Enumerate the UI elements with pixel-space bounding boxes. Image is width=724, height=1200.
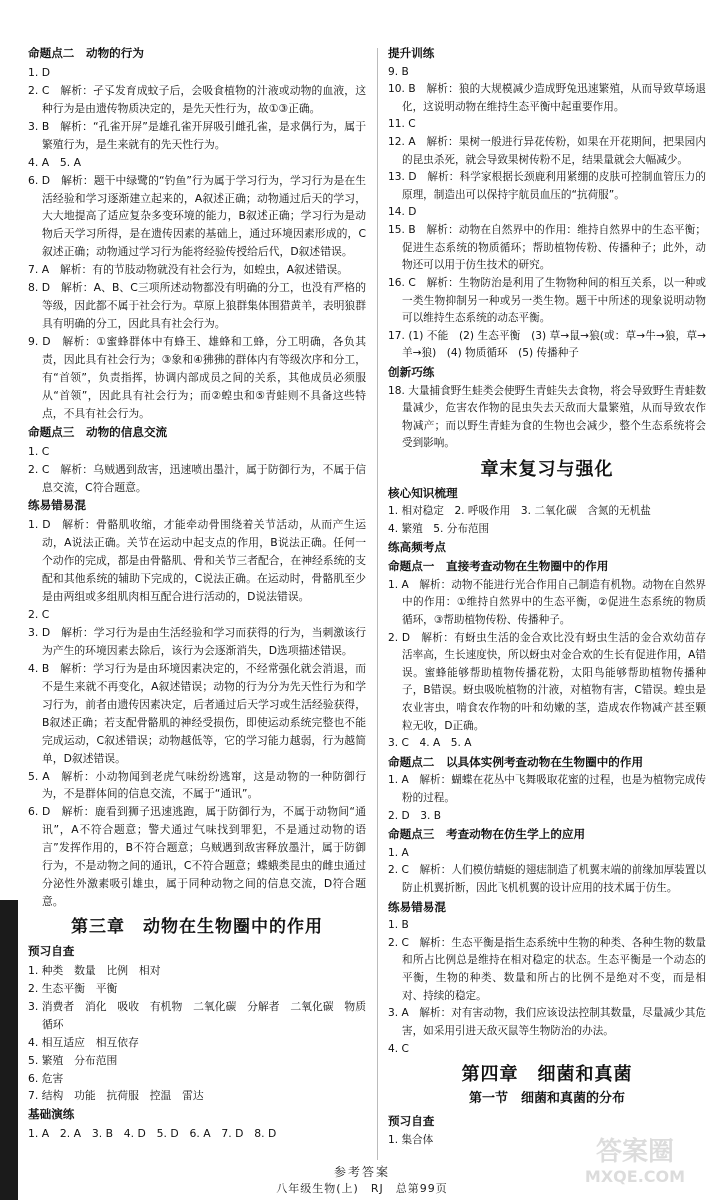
right-answer-item: 18. 大量捕食野生蛙类会使野生青蛙失去食物，将会导致野生青蛙数量减少，危害农作物的昆虫失去天敌而大量繁殖，从而导致农作物减产；而以野生青蛙为食的生物也会减少，整个生态系统将会受到影响。: [388, 384, 706, 450]
right-answer-item: 1. A 解析：动物不能进行光合作用自己制造有机物。动物在自然界中的作用：①维持自然界中的生态平衡，②促进生态系统的物质循环，③帮助植物传粉、传播种子。: [388, 578, 706, 626]
right-section-heading: 命题点二 以具体实例考查动物在生物圈中的作用: [388, 754, 644, 769]
left-answer-item: 4. B 解析：学习行为是由环境因素决定的，不经常强化就会消退，而不是生来就不再变化，A叙述错误；动物的行为分为先天性行为和学习行为，前者由遗传因素决定，后者通过后天学习或生活经验获得，B叙述正确；若支配骨骼肌的神经受损伤，即使运动系统完整也不能完成运动，C叙述错误；动物越低等，它的学习能力越弱，行为越简单，D叙述错误。: [28, 661, 366, 765]
left-chapter-title: 第三章 动物在生物圈中的作用: [71, 917, 323, 937]
left-answer-item: 2. 生态平衡 平衡: [28, 981, 118, 995]
left-answer-item: 3. B 解析：“孔雀开屏”是雄孔雀开屏吸引雌孔雀，是求偶行为，属于繁殖行为，是生来就有的先天性行为。: [28, 119, 366, 151]
right-answer-item: 1. A: [388, 846, 409, 859]
right-answer-item: 9. B: [388, 65, 409, 78]
left-answer-item: 1. A 2. A 3. B 4. D 5. D 6. A 7. D 8. D: [28, 1127, 277, 1141]
right-answer-item: 4. 繁殖 5. 分布范围: [388, 522, 490, 535]
right-answer-item: 17. (1) 不能 (2) 生态平衡 (3) 草→鼠→狼(或：草→牛→狼，草→羊→狼) (4) 物质循环 (5) 传播种子: [388, 329, 706, 360]
right-answer-item: 1. A 解析：蝴蝶在花丛中飞舞吸取花蜜的过程，也是为植物完成传粉的过程。: [388, 774, 706, 804]
left-answer-item: 7. A 解析：有的节肢动物就没有社会行为，如蝗虫，A叙述错误。: [28, 263, 349, 277]
left-answer-item: 5. 繁殖 分布范围: [28, 1053, 118, 1067]
left-answer-item: 2. C: [28, 608, 50, 622]
footer-page-info: 八年级生物(上) RJ 总第99页: [276, 1182, 448, 1195]
left-section-heading: 练易错易混: [28, 498, 86, 513]
right-answer-item: 1. 集合体: [388, 1133, 434, 1146]
right-answer-item: 1. B: [388, 919, 409, 932]
left-answer-item: 5. A 解析：小动物闻到老虎气味纷纷逃窜，这是动物的一种防御行为，不是群体间的信息交流，不属于“通讯”。: [28, 769, 366, 801]
right-section-heading: 练易错易混: [388, 899, 446, 914]
left-section-heading: 基础演练: [28, 1107, 75, 1122]
watermark-graphic: [560, 1128, 710, 1190]
left-answer-item: 2. C 解析：孑孓发育成蚊子后，会吸食植物的汁液或动物的血液，这种行为是由遗传物质决定的，是先天性行为，故①③正确。: [28, 83, 366, 115]
left-section-heading: 预习自查: [28, 943, 75, 958]
left-column: [28, 44, 366, 1143]
right-answer-item: 14. D: [388, 206, 417, 219]
watermark-logo: [560, 1128, 710, 1190]
left-answer-item: 6. D 解析：鹿看到狮子迅速逃跑，属于防御行为，不属于动物间“通讯”，A不符合题意；警犬通过气味找到罪犯，不是通过动物的语言”发挥作用的，B不符合题意；乌贼遇到敌害释放墨汁，属于防御行为，不是动物之间的通讯，C不符合题意；蝶蛾类昆虫的雌虫通过分泌性外激素吸引雄虫，属于同种动物之间的信息交流，D符合题意。: [28, 805, 366, 909]
right-column: [388, 44, 706, 1150]
left-answer-item: 7. 结构 功能 抗荷服 控温 雷达: [28, 1089, 204, 1103]
column-divider: [377, 48, 378, 1160]
left-answer-item: 3. 消费者 消化 吸收 有机物 二氧化碳 分解者 二氧化碳 物质循环: [28, 999, 366, 1031]
watermark-text-2: MXQE.COM: [584, 1167, 686, 1186]
right-section-heading: 创新巧练: [388, 364, 435, 379]
left-answer-item: 6. 危害: [28, 1071, 64, 1085]
left-answer-item: 1. D: [28, 65, 51, 79]
right-answer-item: 2. D 3. B: [388, 809, 441, 822]
right-answer-item: 16. C 解析：生物防治是利用了生物物种间的相互关系，以一种或一类生物抑制另一种或另一类生物。题干中所述的现象说明动物可以维持生态系统的动态平衡。: [388, 276, 706, 325]
right-answer-item: 15. B 解析：动物在自然界中的作用：维持自然界中的生态平衡；促进生态系统的物质循环；帮助植物传粉、传播种子；此外，动物还可以用于仿生技术的研究。: [388, 224, 706, 272]
left-answer-item: 1. C: [28, 444, 50, 458]
left-section-heading: 命题点二 动物的行为: [28, 46, 144, 60]
left-answer-item: 9. D 解析：①蜜蜂群体中有蜂王、雄蜂和工蜂，分工明确，各负其责，因此具有社会行为；③象和④狒狒的群体内有等级次序和分工，有“首领”，负责指挥，协调内部成员之间的关系，其他成员必须服从“首领”，因此具有社会行为；而②蝗虫和⑤青蛙则不具备这些特点，不具有社会行为。: [28, 335, 366, 420]
right-answer-item: 4. C: [388, 1042, 409, 1055]
right-answer-item: 3. A 解析：对有害动物，我们应该设法控制其数量，尽量减少其危害，如采用引进天敌灭鼠等生物防治的办法。: [388, 1007, 706, 1037]
right-answer-item: 2. C 解析：生态平衡是指生态系统中生物的种类、各种生物的数量和所占比例总是维持在相对稳定的状态。生态平衡是一个动态的平衡，生物的种类、数量和所占的比例不是绝对不变，而是相对、持续的稳定。: [388, 936, 706, 1002]
right-section-heading: 提升训练: [388, 46, 435, 60]
left-answer-item: 1. 种类 数量 比例 相对: [28, 963, 161, 977]
right-section-heading: 预习自查: [388, 1114, 435, 1129]
watermark-text-1: 答案圈: [595, 1137, 675, 1167]
right-answer-item: 2. C 解析：人们模仿蜻蜓的翅痣制造了机翼末端的前缘加厚装置以防止机翼折断，因此飞机机翼的设计应用的技术属于仿生。: [388, 864, 706, 895]
right-answer-item: 12. A 解析：果树一般进行异花传粉，如果在开花期间，把果园内的昆虫杀死，就会导致果树传粉不足，结果量就会大幅减少。: [388, 136, 706, 166]
left-answer-item: 8. D 解析：A、B、C三项所述动物都没有明确的分工，也没有严格的等级，因此都不属于社会行为。草原上狼群集体围猎黄羊，表明狼群具有明确的分工，因此具有社会行为。: [28, 281, 366, 331]
left-section-heading: 命题点三 动物的信息交流: [28, 424, 168, 439]
right-answer-item: 11. C: [388, 118, 416, 131]
right-answer-item: 10. B 解析：狼的大规模减少造成野兔迅速繁殖，从而导致草场退化，这说明动物在维持生态平衡中起重要作用。: [388, 83, 706, 113]
right-section-heading: 命题点一 直接考查动物在生物圈中的作用: [388, 559, 609, 574]
left-answer-item: 3. D 解析：学习行为是由生活经验和学习而获得的行为，当刺激该行为产生的环境因素去除后，该行为会逐渐消失，D选项描述错误。: [28, 626, 366, 657]
right-section-heading: 练高频考点: [388, 540, 446, 555]
right-chapter-title: 第四章 细菌和真菌: [461, 1064, 633, 1086]
right-answer-item: 13. D 解析：科学家根据长颈鹿利用紧绷的皮肤可控制血管压力的原理，制造出可以保持宇航员血压的“抗荷服”。: [388, 171, 706, 201]
left-answer-item: 4. A 5. A: [28, 155, 82, 169]
right-answer-item: 3. C 4. A 5. A: [388, 737, 472, 750]
footer-title: 参考答案: [333, 1165, 390, 1179]
left-answer-item: 1. D 解析：骨骼肌收缩，才能牵动骨围绕着关节活动，从而产生运动，A说法正确。关节在运动中起支点的作用，B说法正确。任何一个动作的完成，都是由骨骼肌、骨和关节三者配合，在神经系统的支配和其他系统的辅助下完成的，C说法正确。在运动时，骨骼肌至少是由两组或多组肌肉相互配合进行活动的，D说法错误。: [28, 518, 366, 604]
right-section-heading: 核心知识梳理: [388, 485, 458, 500]
page-edge-shadow: [0, 900, 18, 1200]
right-answer-item: 1. 相对稳定 2. 呼吸作用 3. 二氧化碳 含氮的无机盐: [388, 505, 651, 518]
right-section-title: 第一节 细菌和真菌的分布: [468, 1090, 625, 1106]
left-answer-item: 2. C 解析：乌贼遇到敌害，迅速喷出墨汁，属于防御行为，不属于信息交流，C符合题意。: [28, 462, 366, 494]
left-answer-item: 6. D 解析：题干中绿鹭的“钓鱼”行为属于学习行为，学习行为是在生活经验和学习逐渐建立起来的，A叙述正确；动物通过后天的学习，大大地提高了适应复杂多变环境的能力，B叙述正确；学习行为是动物后天学习所得，是在遗传因素的基础上，通过环境因素形成的，C叙述正确；动物通过学习行为能将经验传授给后代，D叙述错误。: [28, 173, 366, 259]
right-chapter-title: 章末复习与强化: [480, 459, 614, 481]
right-answer-item: 2. D 解析：有蚜虫生活的金合欢比没有蚜虫生活的金合欢幼苗存活率高，生长速度快，所以蚜虫对金合欢的生长有促进作用，A错误。蜜蜂能够帮助植物传播花粉，太阳鸟能够帮助植物传播种子，B错误。蚜虫吸吮植物的汁液，对植物有害，C错误。蝗虫是农业害虫，啃食农作物的叶和幼嫩的茎，造成农作物减产甚至颗粒无收，D正确。: [388, 631, 706, 732]
right-section-heading: 命题点三 考查动物在仿生学上的应用: [388, 827, 586, 842]
left-answer-item: 4. 相互适应 相互依存: [28, 1035, 139, 1049]
